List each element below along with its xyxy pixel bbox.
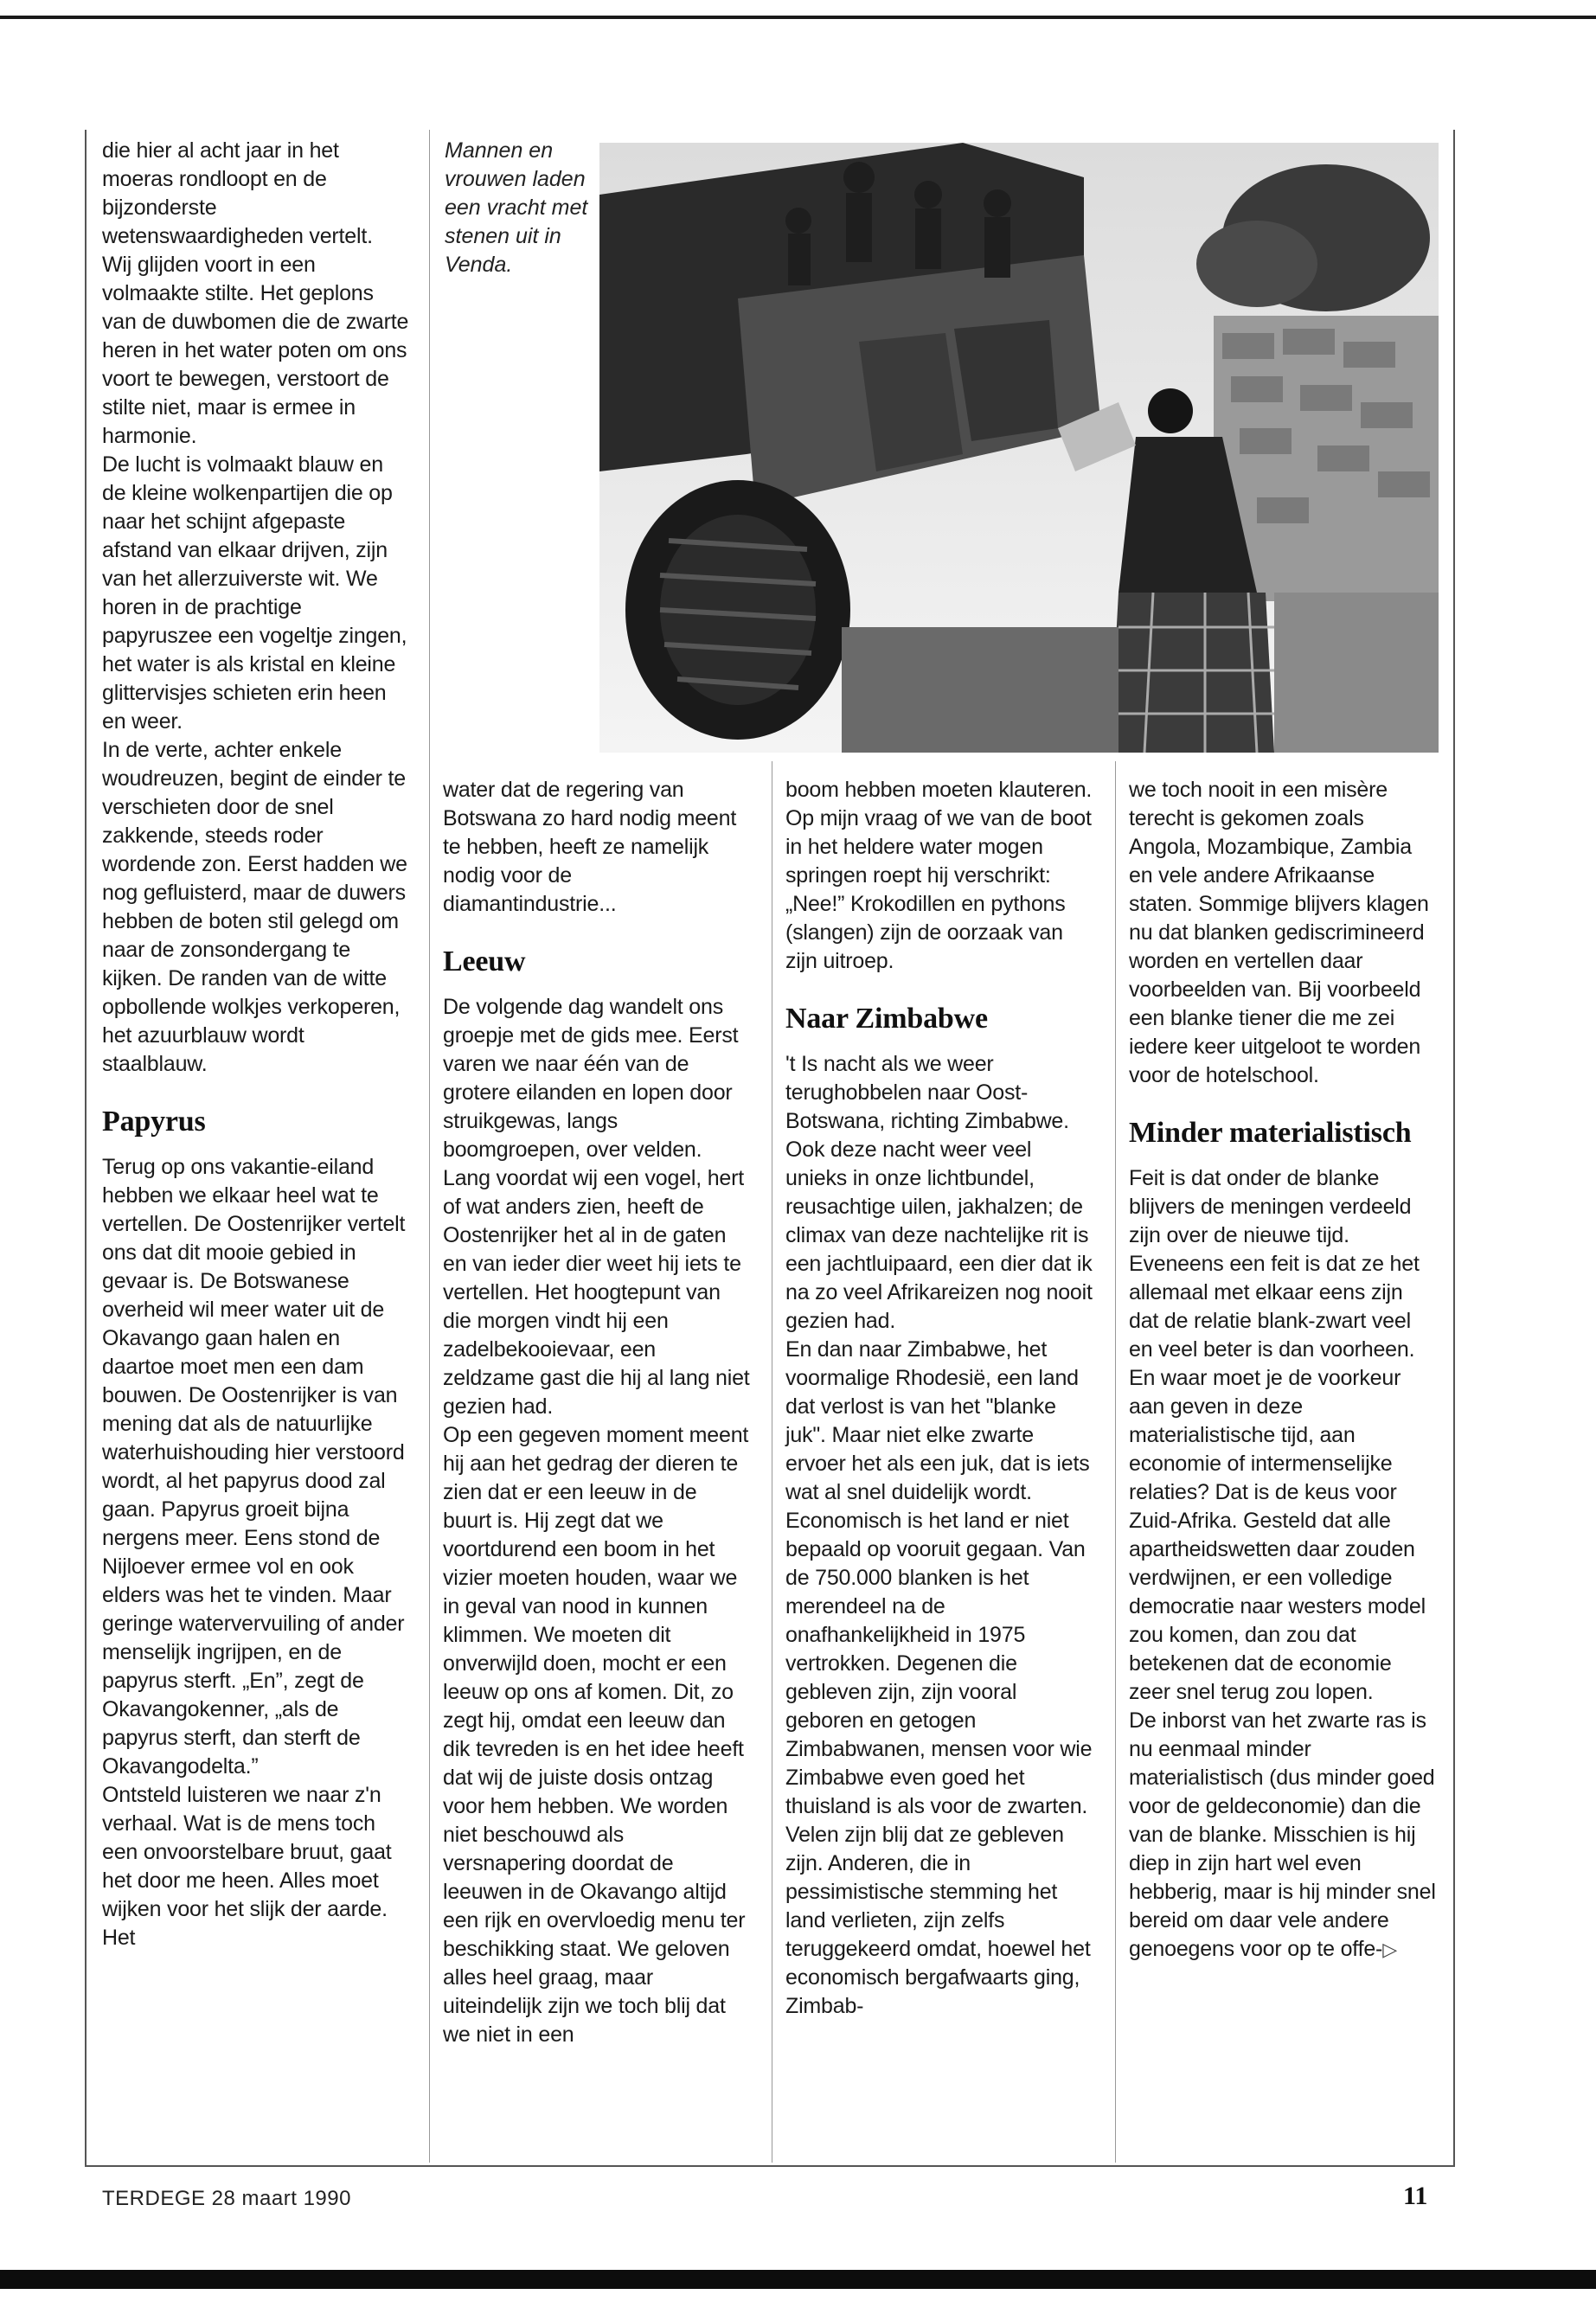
photo-truck-unloading-stones bbox=[599, 143, 1439, 753]
page-number: 11 bbox=[1403, 2182, 1428, 2210]
photo-illustration bbox=[599, 143, 1439, 753]
paragraph: Wij glijden voort in een volmaakte stilte. Het geplons van de duwbomen die de zwarte heren in het water poten om ons voort te bewegen, verstoort de stilte niet, maar is ermee in harmonie. bbox=[102, 253, 409, 448]
column-3 bbox=[785, 776, 1093, 2021]
paragraph: De volgende dag wandelt ons groepje met de gids mee. Eerst varen we naar één van de grotere eilanden en lopen door struikgewas, langs boomgroepen, over velden. Lang voordat wij een vogel, hert of wat anders zien, heeft de Oostenrijker het al in de gaten en van ieder dier weet hij iets te vertellen. Het hoogtepunt van die morgen vindt hij een zadelbekooievaar, een zeldzame gast die hij al lang niet gezien had. bbox=[443, 995, 750, 1419]
paragraph: die hier al acht jaar in het moeras rondloopt en de bijzonderste wetenswaardigheden vertelt. bbox=[102, 138, 373, 248]
column-4 bbox=[1129, 776, 1437, 1964]
section-heading-minder-materialistisch: Minder materialistisch bbox=[1129, 1117, 1412, 1149]
paragraph: water dat de regering van Botswana zo hard nodig meent te hebben, heeft ze namelijk nodig voor de diamantindustrie... bbox=[443, 778, 737, 916]
col-divider-1 bbox=[429, 130, 430, 2163]
paragraph: 't Is nacht als we weer terughobbelen naar Oost-Botswana, richting Zimbabwe. Ook deze nacht weer veel unieks in onze lichtbundel, reusachtige uilen, jakhalzen; de climax van deze nachtelijke rit is een jachtluipaard, een dier dat ik na zo veel Afrikareizen nog nooit gezien had. bbox=[785, 1052, 1093, 1333]
col-divider-3 bbox=[1115, 761, 1116, 2163]
paragraph: boom hebben moeten klauteren. bbox=[785, 778, 1093, 802]
publication-footer: TERDEGE 28 maart 1990 bbox=[102, 2187, 351, 2210]
frame-bottom bbox=[85, 2165, 1455, 2167]
paragraph: En dan naar Zimbabwe, het voormalige Rhodesië, een land dat verlost is van het "blanke juk". Maar niet elke zwarte ervoer het als een juk, dat is iets wat al snel duidelijk wordt. Economisch is het land er niet bepaald op vooruit gegaan. Van de 750.000 blanken is het merendeel na de onafhankelijkheid in 1975 vertrokken. Degenen die gebleven zijn, zijn vooral geboren en getogen Zimbabwanen, mensen voor wie Zimbabwe even goed het thuisland is als voor de zwarten. Velen zijn blij dat ze gebleven zijn. Anderen, die in pessimistische stemming het land verlieten, zijn zelfs teruggekeerd omdat, hoewel het economisch bergafwaarts ging, Zimbab- bbox=[785, 1337, 1093, 2018]
paragraph-text: De inborst van het zwarte ras is nu eenmaal minder materialistisch (dus minder goed voor de geldeconomie) dan die van de blanke. Misschien is hij diep in zijn hart wel even hebberig, maar is hij minder snel bereid om daar vele andere genoegens voor op te offe- bbox=[1129, 1708, 1436, 1961]
continue-arrow-icon: ▷ bbox=[1382, 1939, 1397, 1960]
frame-right bbox=[1453, 130, 1455, 2167]
paragraph: In de verte, achter enkele woudreuzen, begint de einder te verschieten door de snel zakkende, steeds roder wordende zon. Eerst hadden we nog gefluisterd, maar de duwers hebben de boten stil gelegd om naar de zonsondergang te kijken. De randen van de witte opbollende wolkjes verkoperen, het azuurblauw wordt staalblauw. bbox=[102, 738, 407, 1076]
paragraph: Op mijn vraag of we van de boot in het heldere water mogen springen roept hij verschrikt: „Nee!” Krokodillen en pythons (slangen) zijn de oorzaak van zijn uitroep. bbox=[785, 806, 1092, 973]
paragraph: we toch nooit in een misère terecht is gekomen zoals Angola, Mozambique, Zambia en vele andere Afrikaanse staten. Sommige blijvers klagen nu dat blanken gediscrimineerd worden en vertellen daar voorbeelden van. Bij voorbeeld een blanke tiener die me zei iedere keer uitgeloot te worden voor de hotelschool. bbox=[1129, 778, 1429, 1087]
paragraph: Feit is dat onder de blanke blijvers de meningen verdeeld zijn over de nieuwe tijd. Eveneens een feit is dat ze het allemaal met elkaar eens zijn dat de relatie blank-zwart veel en veel beter is dan voorheen. En waar moet je de voorkeur aan geven in deze materialistische tijd, aan economie of intermenselijke relaties? Dat is de keus voor Zuid-Afrika. Gesteld dat alle apartheidswetten daar zouden verdwijnen, er een volledige democratie naar westers model zou komen, dan zou dat betekenen dat de economie zeer snel terug zou lopen. bbox=[1129, 1166, 1426, 1704]
column-2 bbox=[443, 776, 751, 2049]
paragraph: Ontsteld luisteren we naar z'n verhaal. Wat is de mens toch een onvoorstelbare bruut, gaat het door me heen. Alles moet wijken voor het slijk der aarde. Het bbox=[102, 1783, 392, 1950]
photo-caption: Mannen en vrouwen laden een vracht met stenen uit in Venda. bbox=[445, 138, 588, 277]
paragraph: Terug op ons vakantie-eiland hebben we elkaar heel wat te vertellen. De Oostenrijker vertelt ons dat dit mooie gebied in gevaar is. De Botswanese overheid wil meer water uit de Okavango gaan halen en daartoe moet men een dam bouwen. De Oostenrijker is van mening dat als de natuurlijke waterhuishouding hier verstoord wordt, al het papyrus dood zal gaan. Papyrus groeit bijna nergens meer. Eens stond de Nijloever ermee vol en ook elders was het te vinden. Maar geringe watervervuiling of ander menselijk ingrijpen, en de papyrus sterft. „En”, zegt de Okavangokenner, „als de papyrus sterft, dan sterft de Okavangodelta.” bbox=[102, 1155, 406, 1779]
top-rule bbox=[0, 16, 1596, 19]
section-heading-leeuw: Leeuw bbox=[443, 945, 526, 977]
paragraph: De lucht is volmaakt blauw en de kleine wolkenpartijen die op naar het schijnt afgepaste afstand van elkaar drijven, zijn van het allerzuiverste wit. We horen in de prachtige papyruszee een vogeltje zingen, het water is als kristal en kleine glittervisjes schieten erin heen en weer. bbox=[102, 452, 407, 734]
paragraph bbox=[1129, 1707, 1437, 1964]
bottom-rule bbox=[0, 2270, 1596, 2289]
column-1 bbox=[102, 137, 410, 1952]
section-heading-papyrus: Papyrus bbox=[102, 1106, 206, 1138]
section-heading-naar-zimbabwe: Naar Zimbabwe bbox=[785, 1003, 988, 1035]
paragraph: Op een gegeven moment meent hij aan het gedrag der dieren te zien dat er een leeuw in de buurt is. Hij zegt dat we voortdurend een boom in het vizier moeten houden, waar we in geval van nood in kunnen klimmen. We moeten dit onverwijld doen, mocht er een leeuw op ons af komen. Dit, zo zegt hij, omdat een leeuw dan dik tevreden is en het idee heeft dat wij de juiste dosis ontzag voor hem hebben. We worden niet beschouwd als versnapering doordat de leeuwen in de Okavango altijd een rijk en overvloedig menu ter beschikking staat. We geloven alles heel graag, maar uiteindelijk zijn we toch blij dat we niet in een bbox=[443, 1423, 749, 2047]
frame-left bbox=[85, 130, 87, 2167]
